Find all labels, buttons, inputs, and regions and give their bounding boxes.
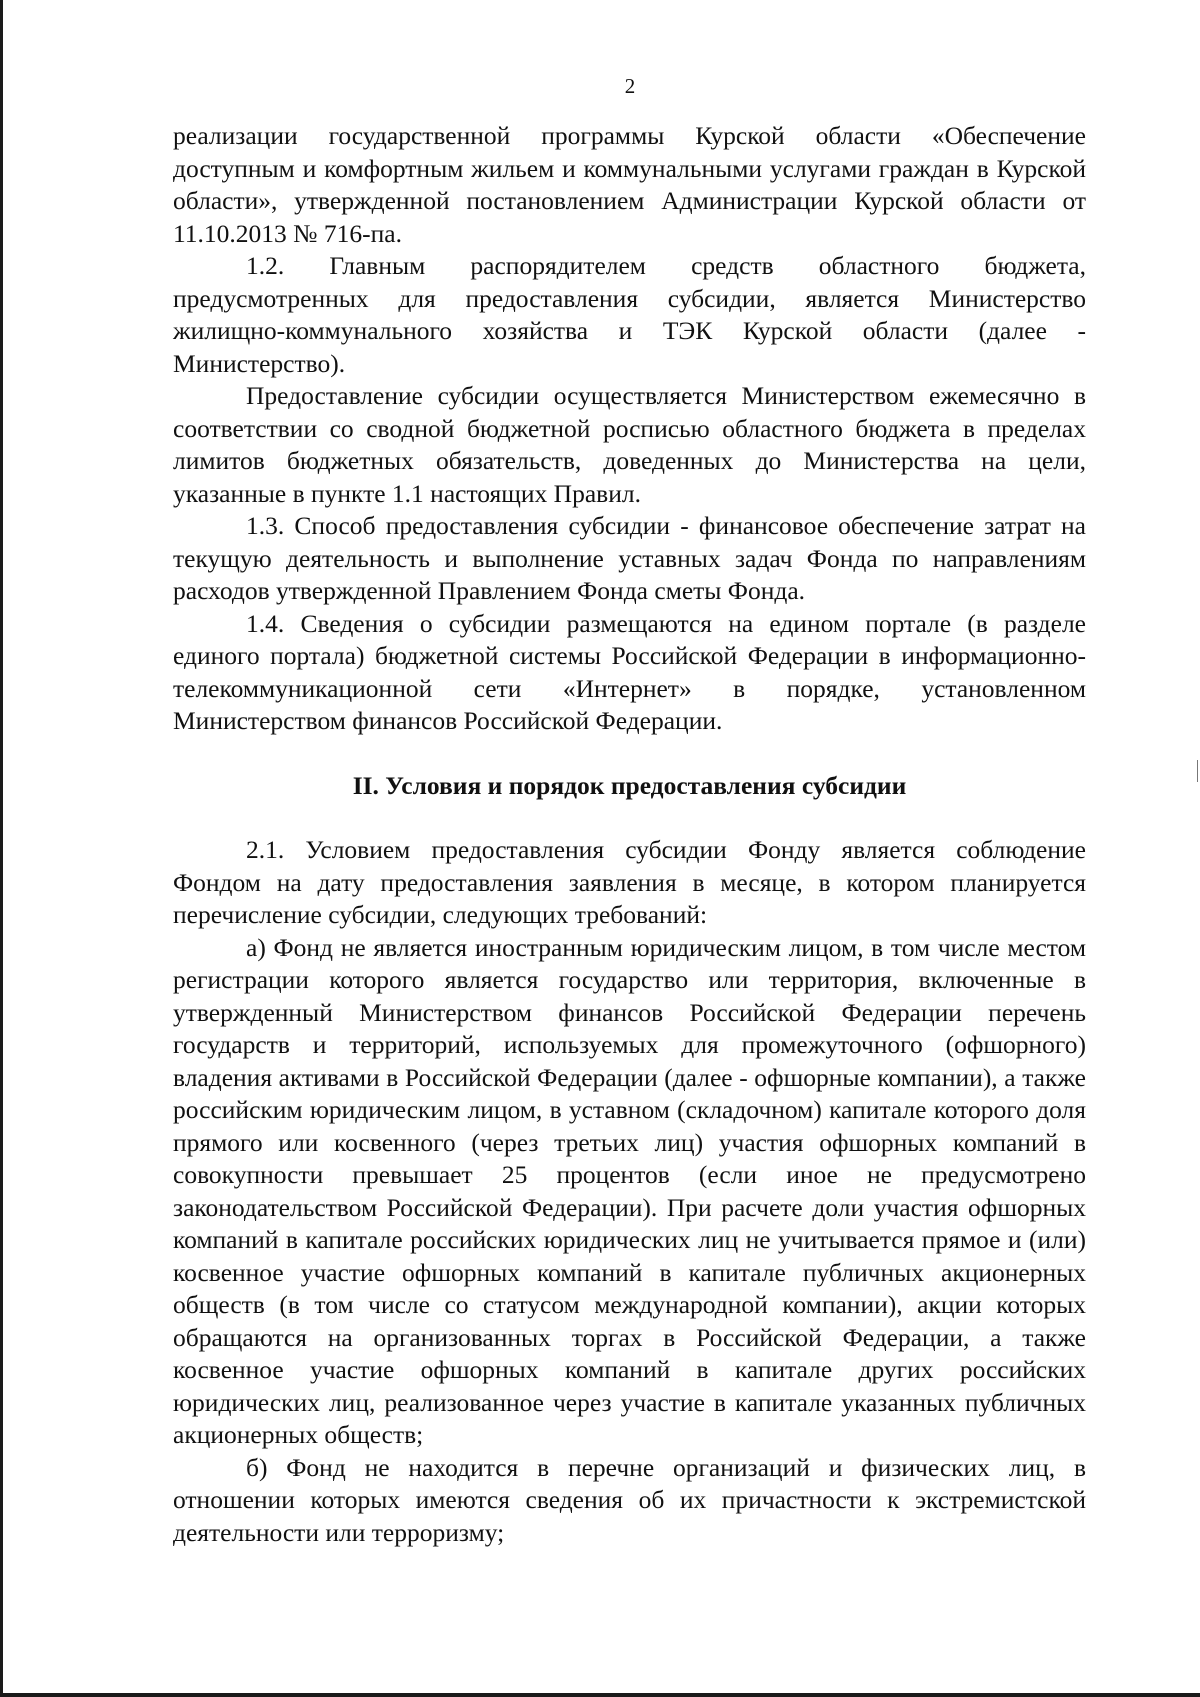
paragraph-subsidy-provision: Предоставление субсидии осуществляется Министерством ежемесячно в соответствии со сводной бюджетной росписью областного бюджета в пределах лимитов бюджетных обязательств, доведенных до Министерства на цели, указанные в пункте 1.1 настоящих Правил.: [173, 381, 1086, 508]
paragraph-1-2: 1.2. Главным распорядителем средств областного бюджета, предусмотренных для предоставления субсидии, является Министерство жилищно-коммунального хозяйства и ТЭК Курской области (далее - Министерство).: [173, 251, 1086, 378]
paragraph-1-4: 1.4. Сведения о субсидии размещаются на едином портале (в разделе единого портала) бюджетной системы Российской Федерации в информационно-телекоммуникационной сети «Интернет» в порядке, установленном Министерством финансов Российской Федерации.: [173, 608, 1086, 735]
paragraph-2-1-b: б) Фонд не находится в перечне организаций и физических лиц, в отношении которых имеются сведения об их причастности к экстремистской деятельности или терроризму;: [173, 1452, 1086, 1547]
scan-left-edge: [0, 0, 3, 1697]
paragraph-continuation: реализации государственной программы Курской области «Обеспечение доступным и комфортным жильем и коммунальными услугами граждан в Курской области», утвержденной постановлением Администрации Курской области от 11.10.2013 № 716-па.: [173, 121, 1086, 248]
paragraph-2-1-a: а) Фонд не является иностранным юридическим лицом, в том числе местом регистрации которого является государство или территория, включенные в утвержденный Министерством финансов Российской Федерации перечень государств и территорий, используемых для промежуточного (офшорного) владения активами в Российской Федерации (далее - офшорные компании), а также российским юридическим лицом, в уставном (складочном) капитале которого доля прямого или косвенного (через третьих лиц) участия офшорных компаний в совокупности превышает 25 процентов (если иное не предусмотрено законодательством Российской Федерации). При расчете доли участия офшорных компаний в капитале российских юридических лиц не учитывается прямое и (или) косвенное участие офшорных компаний в капитале публичных акционерных обществ (в том числе со статусом международной компании), акции которых обращаются на организованных торгах в Российской Федерации, а также косвенное участие офшорных компаний в капитале других российских юридических лиц, реализованное через участие в капитале указанных публичных акционерных обществ;: [173, 932, 1086, 1449]
page-number: 2: [624, 74, 636, 98]
section-heading: II. Условия и порядок предоставления субсидии: [352, 770, 907, 800]
paragraph-2-1: 2.1. Условием предоставления субсидии Фонду является соблюдение Фондом на дату предоставления заявления в месяце, в котором планируется перечисление субсидии, следующих требований:: [173, 835, 1086, 929]
scan-bottom-edge: [0, 1693, 1200, 1697]
document-body: [173, 120, 1086, 1549]
scan-artifact-mark: [1197, 760, 1198, 782]
paragraph-1-3: 1.3. Способ предоставления субсидии - финансовое обеспечение затрат на текущую деятельность и выполнение уставных задач Фонда по направлениям расходов утвержденной Правлением Фонда сметы Фонда.: [173, 511, 1086, 605]
